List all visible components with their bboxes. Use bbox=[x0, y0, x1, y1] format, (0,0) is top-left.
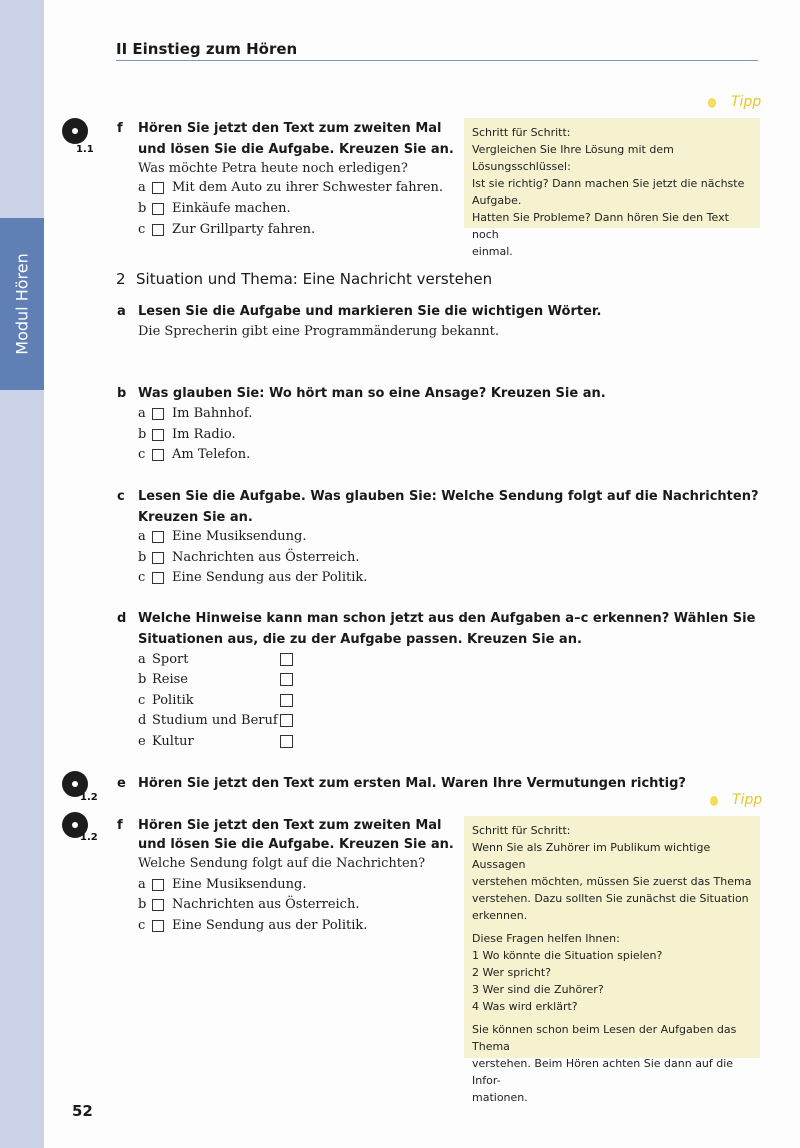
option-text: Im Bahnhof. bbox=[172, 406, 253, 421]
option-letter: b bbox=[138, 427, 147, 442]
cd-icon[interactable] bbox=[62, 118, 88, 144]
option-checkbox[interactable] bbox=[280, 714, 293, 727]
option-checkbox[interactable] bbox=[280, 673, 293, 686]
option-letter: c bbox=[138, 447, 146, 462]
option-text: Nachrichten aus Österreich. bbox=[172, 550, 360, 565]
option-letter: a bbox=[138, 652, 146, 667]
option-row bbox=[138, 445, 250, 465]
option-letter: a bbox=[138, 406, 146, 421]
task-letter: e bbox=[117, 776, 126, 791]
tip-label: Tipp bbox=[731, 94, 762, 110]
option-text: Sport bbox=[152, 652, 189, 667]
task-question-line1: Hören Sie jetzt den Text zum zweiten Mal bbox=[138, 121, 442, 136]
option-letter: a bbox=[138, 180, 146, 195]
option-checkbox[interactable] bbox=[152, 879, 164, 891]
option-letter: c bbox=[138, 918, 146, 933]
tip-box bbox=[464, 816, 760, 1104]
tip-line: einmal. bbox=[472, 245, 513, 258]
tip-line: verstehen möchten, müssen Sie zuerst das Thema bbox=[472, 875, 752, 888]
situation-row bbox=[138, 732, 194, 752]
tip-line: verstehen. Beim Hören achten Sie dann auf die Infor- bbox=[472, 1057, 734, 1087]
tip-line: verstehen. Dazu sollten Sie zunächst die Situation bbox=[472, 892, 749, 905]
tip-line: Schritt für Schritt: bbox=[472, 824, 571, 837]
tip-line: Hatten Sie Probleme? Dann hören Sie den Text noch bbox=[472, 211, 729, 241]
task-prompt: Welche Sendung folgt auf die Nachrichten? bbox=[138, 856, 426, 871]
option-row bbox=[138, 548, 359, 568]
tip-label: Tipp bbox=[732, 792, 763, 808]
section-number: 2 bbox=[116, 270, 126, 288]
task-letter: f bbox=[117, 121, 123, 136]
tip-box bbox=[464, 118, 760, 258]
task-question-line2: und lösen Sie die Aufgabe. Kreuzen Sie an. bbox=[138, 142, 454, 157]
option-text: Einkäufe machen. bbox=[172, 201, 291, 216]
option-letter: b bbox=[138, 201, 147, 216]
tip-question: 3 Wer sind die Zuhörer? bbox=[472, 983, 604, 996]
lightbulb-icon bbox=[708, 98, 716, 108]
option-checkbox[interactable] bbox=[152, 408, 164, 420]
tip-line: Aufgabe. bbox=[472, 194, 522, 207]
option-checkbox[interactable] bbox=[152, 899, 164, 911]
tip-line: Vergleichen Sie Ihre Lösung mit dem Lösungsschlüssel: bbox=[472, 143, 674, 173]
cd-track-number: 1.1 bbox=[76, 144, 94, 155]
tip-line: Schritt für Schritt: bbox=[472, 126, 571, 139]
option-row bbox=[138, 916, 367, 936]
task-question-line2: Kreuzen Sie an. bbox=[138, 510, 253, 525]
option-text: Im Radio. bbox=[172, 427, 236, 442]
option-row bbox=[138, 895, 359, 915]
page-number: 52 bbox=[72, 1102, 93, 1120]
lightbulb-icon bbox=[710, 796, 718, 806]
cd-track-number: 1.2 bbox=[80, 792, 98, 803]
option-checkbox[interactable] bbox=[280, 653, 293, 666]
tip-line: erkennen. bbox=[472, 909, 528, 922]
task-prompt: Was möchte Petra heute noch erledigen? bbox=[138, 161, 408, 176]
option-letter: c bbox=[138, 222, 146, 237]
option-text: Mit dem Auto zu ihrer Schwester fahren. bbox=[172, 180, 444, 195]
option-row bbox=[138, 425, 236, 445]
option-checkbox[interactable] bbox=[152, 224, 164, 236]
option-text: Eine Musiksendung. bbox=[172, 877, 307, 892]
option-text: Nachrichten aus Österreich. bbox=[172, 897, 360, 912]
option-letter: c bbox=[138, 693, 146, 708]
option-text: Reise bbox=[152, 672, 189, 687]
task-question: Hören Sie jetzt den Text zum ersten Mal. Waren Ihre Vermutungen richtig? bbox=[138, 776, 686, 791]
option-row bbox=[138, 404, 252, 424]
option-letter: a bbox=[138, 529, 146, 544]
option-checkbox[interactable] bbox=[152, 182, 164, 194]
situation-row bbox=[138, 650, 189, 670]
option-text: Studium und Beruf bbox=[152, 713, 278, 728]
option-checkbox[interactable] bbox=[152, 920, 164, 932]
option-checkbox[interactable] bbox=[152, 429, 164, 441]
task-question-line1: Welche Hinweise kann man schon jetzt aus den Aufgaben a–c erkennen? Wählen Sie bbox=[138, 611, 756, 626]
option-text: Kultur bbox=[152, 734, 194, 749]
option-letter: c bbox=[138, 570, 146, 585]
task-text: Die Sprecherin gibt eine Programmänderung bekannt. bbox=[138, 324, 499, 339]
option-row bbox=[138, 568, 367, 588]
tip-line: Diese Fragen helfen Ihnen: bbox=[472, 932, 620, 945]
option-checkbox[interactable] bbox=[280, 735, 293, 748]
option-letter: a bbox=[138, 877, 146, 892]
task-letter: b bbox=[117, 386, 127, 401]
option-letter: b bbox=[138, 897, 147, 912]
option-row bbox=[138, 178, 443, 198]
task-question-line1: Lesen Sie die Aufgabe. Was glauben Sie: Welche Sendung folgt auf die Nachrichten? bbox=[138, 489, 759, 504]
situation-row bbox=[138, 711, 278, 731]
tip-question: 1 Wo könnte die Situation spielen? bbox=[472, 949, 663, 962]
option-text: Eine Musiksendung. bbox=[172, 529, 307, 544]
option-row bbox=[138, 527, 307, 547]
option-text: Am Telefon. bbox=[172, 447, 251, 462]
situation-row bbox=[138, 691, 194, 711]
option-row bbox=[138, 875, 307, 895]
task-question-line2: Situationen aus, die zu der Aufgabe passen. Kreuzen Sie an. bbox=[138, 632, 582, 647]
option-letter: e bbox=[138, 734, 146, 749]
tip-question: 4 Was wird erklärt? bbox=[472, 1000, 578, 1013]
task-letter: d bbox=[117, 611, 127, 626]
section-title: Situation und Thema: Eine Nachricht verstehen bbox=[136, 270, 493, 288]
tip-line: Sie können schon beim Lesen der Aufgaben das Thema bbox=[472, 1023, 737, 1053]
header-rule bbox=[116, 60, 758, 61]
option-text: Eine Sendung aus der Politik. bbox=[172, 570, 368, 585]
tip-line: mationen. bbox=[472, 1091, 528, 1104]
tip-line: Ist sie richtig? Dann machen Sie jetzt die nächste bbox=[472, 177, 745, 190]
option-text: Politik bbox=[152, 693, 194, 708]
option-text: Eine Sendung aus der Politik. bbox=[172, 918, 368, 933]
option-checkbox[interactable] bbox=[152, 449, 164, 461]
option-checkbox[interactable] bbox=[152, 203, 164, 215]
option-checkbox[interactable] bbox=[280, 694, 293, 707]
option-letter: b bbox=[138, 550, 147, 565]
tip-line: Wenn Sie als Zuhörer im Publikum wichtige Aussagen bbox=[472, 841, 711, 871]
task-letter: f bbox=[117, 818, 123, 833]
option-checkbox[interactable] bbox=[152, 552, 164, 564]
tip-question: 2 Wer spricht? bbox=[472, 966, 551, 979]
option-checkbox[interactable] bbox=[152, 572, 164, 584]
task-question: Was glauben Sie: Wo hört man so eine Ansage? Kreuzen Sie an. bbox=[138, 386, 606, 401]
task-question-line2: und lösen Sie die Aufgabe. Kreuzen Sie an. bbox=[138, 837, 454, 852]
option-row bbox=[138, 199, 291, 219]
page-header: II Einstieg zum Hören bbox=[116, 40, 298, 58]
option-letter: d bbox=[138, 713, 147, 728]
sidebar bbox=[0, 0, 44, 1148]
task-letter: a bbox=[117, 304, 126, 319]
task-letter: c bbox=[117, 489, 125, 504]
task-question-line1: Hören Sie jetzt den Text zum zweiten Mal bbox=[138, 818, 442, 833]
situation-row bbox=[138, 670, 188, 690]
option-row bbox=[138, 220, 315, 240]
sidebar-label: Modul Hören bbox=[12, 253, 32, 355]
option-checkbox[interactable] bbox=[152, 531, 164, 543]
option-letter: b bbox=[138, 672, 147, 687]
option-text: Zur Grillparty fahren. bbox=[172, 222, 316, 237]
cd-track-number: 1.2 bbox=[80, 832, 98, 843]
task-question: Lesen Sie die Aufgabe und markieren Sie die wichtigen Wörter. bbox=[138, 304, 602, 319]
